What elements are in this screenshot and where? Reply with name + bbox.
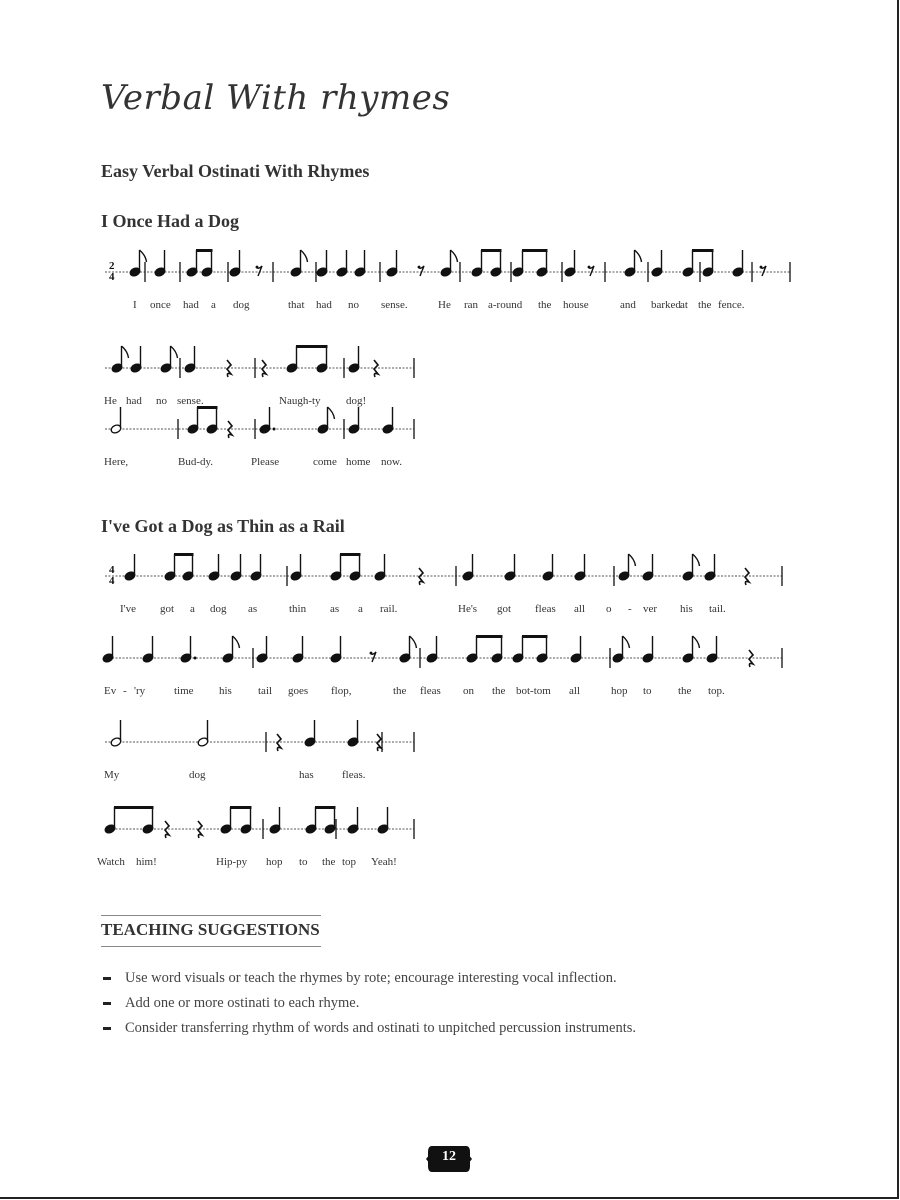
quarter-rest	[374, 360, 378, 377]
lyric-syllable: home	[346, 456, 371, 468]
lyric-syllable: now.	[381, 456, 402, 468]
lyric-syllable: dog	[233, 299, 250, 311]
lyric-syllable: on	[463, 685, 474, 697]
lyric-syllable: -	[628, 603, 632, 615]
lyric-syllable: Please	[251, 456, 280, 468]
lyric-syllable: a	[190, 603, 195, 615]
time-signature-bottom: 4	[109, 271, 115, 283]
lyric-syllable: him!	[136, 856, 157, 868]
lyric-syllable: sense.	[381, 299, 408, 311]
lyric-syllable: the	[322, 856, 336, 868]
beam	[476, 635, 503, 638]
eighth-rest-dot	[588, 266, 591, 269]
lyric-syllable: I've	[120, 603, 137, 615]
beam	[481, 249, 502, 252]
quarter-rest	[165, 821, 169, 838]
lyric-syllable: barked	[651, 299, 681, 311]
beam	[114, 806, 154, 809]
lyric-syllable: 'ry	[134, 685, 146, 697]
lyric-syllable: Bud-dy.	[178, 456, 214, 468]
lyric-syllable: fleas.	[342, 769, 366, 781]
list-item	[101, 966, 636, 991]
quarter-rest	[198, 821, 202, 838]
eighth-note-flag	[693, 636, 700, 648]
lyric-syllable: flop,	[331, 685, 352, 697]
page-title: Verbal With rhymes	[101, 78, 451, 118]
lyric-syllable: Naugh-ty	[279, 395, 321, 407]
eighth-note-flag	[693, 554, 700, 566]
lyric-syllable: o	[606, 603, 612, 615]
beam	[196, 249, 213, 252]
lyric-syllable: and	[620, 299, 636, 311]
lyric-syllable: to	[299, 856, 308, 868]
lyric-syllable: to	[643, 685, 652, 697]
lyric-syllable: ver	[643, 603, 658, 615]
beam	[340, 553, 361, 556]
lyric-syllable: come	[313, 456, 337, 468]
lyric-syllable: thin	[289, 603, 307, 615]
quarter-rest	[377, 734, 381, 751]
beam	[315, 806, 336, 809]
lyric-syllable: goes	[288, 685, 309, 697]
beam	[296, 345, 328, 348]
song-title-rail: I've Got a Dog as Thin as a Rail	[101, 516, 345, 536]
teaching-suggestions-list	[101, 966, 636, 1041]
lyric-syllable: top	[342, 856, 357, 868]
lyric-syllable: Ev	[104, 685, 117, 697]
eighth-rest-dot	[418, 266, 421, 269]
section-subtitle: Easy Verbal Ostinati With Rhymes	[101, 161, 370, 181]
lyric-syllable: had	[183, 299, 199, 311]
lyric-syllable: once	[150, 299, 171, 311]
page-number: 12	[442, 1149, 456, 1164]
lyric-syllable: all	[569, 685, 580, 697]
quarter-rest	[262, 360, 266, 377]
eighth-note-flag	[410, 636, 417, 648]
lyric-syllable: the	[698, 299, 712, 311]
lyric-syllable: got	[497, 603, 512, 615]
lyric-syllable: ran	[464, 299, 479, 311]
lyric-syllable: at	[680, 299, 688, 311]
lyric-syllable: tail	[258, 685, 273, 697]
lyric-syllable: no	[348, 299, 359, 311]
lyric-syllable: Yeah!	[371, 856, 397, 868]
lyric-syllable: Hip-py	[216, 856, 248, 868]
eighth-rest-dot	[760, 266, 763, 269]
augmentation-dot	[273, 428, 276, 431]
quarter-rest	[419, 568, 423, 585]
lyric-syllable: I	[133, 299, 137, 311]
bullet-icon	[103, 977, 111, 980]
eighth-note-flag	[301, 250, 308, 262]
beam	[230, 806, 252, 809]
quarter-rest	[277, 734, 281, 751]
lyric-syllable: dog	[189, 769, 206, 781]
lyric-syllable: Watch	[97, 856, 125, 868]
lyric-syllable: fleas	[535, 603, 556, 615]
lyric-syllable: as	[248, 603, 258, 615]
eighth-note-flag	[122, 346, 129, 358]
lyric-syllable: My	[104, 769, 120, 781]
lyric-syllable: dog!	[346, 395, 367, 407]
lyric-syllable: a-round	[488, 299, 523, 311]
beam	[174, 553, 194, 556]
suggestion-text: Consider transferring rhythm of words and ostinati to unpitched percussion instruments.	[125, 1020, 637, 1036]
lyric-syllable: rail.	[380, 603, 398, 615]
lyric-syllable: had	[316, 299, 332, 311]
beam	[692, 249, 714, 252]
quarter-rest	[749, 650, 753, 667]
lyric-syllable: He	[438, 299, 451, 311]
lyric-syllable: hop	[266, 856, 283, 868]
suggestion-text: Use word visuals or teach the rhymes by rote; encourage interesting vocal inflection.	[125, 970, 617, 986]
time-signature-top: 4	[109, 564, 115, 576]
eighth-rest-dot	[370, 652, 373, 655]
lyric-syllable: a	[211, 299, 216, 311]
song-title-dog: I Once Had a Dog	[101, 211, 240, 231]
lyric-syllable: bot-tom	[516, 685, 551, 697]
lyric-syllable: that	[288, 299, 305, 311]
lyric-syllable: the	[678, 685, 692, 697]
lyric-syllable: the	[538, 299, 552, 311]
eighth-rest-dot	[256, 266, 259, 269]
lyric-syllable: a	[358, 603, 363, 615]
lyric-syllable: the	[492, 685, 506, 697]
lyric-syllable: Here,	[104, 456, 129, 468]
lyric-syllable: fence.	[718, 299, 745, 311]
eighth-note-flag	[171, 346, 178, 358]
quarter-rest	[228, 421, 232, 438]
quarter-rest	[227, 360, 231, 377]
lyric-syllable: his	[219, 685, 232, 697]
eighth-note-flag	[629, 554, 636, 566]
lyric-syllable: sense.	[177, 395, 204, 407]
lyric-syllable: got	[160, 603, 175, 615]
lyric-syllable: tail.	[709, 603, 726, 615]
lyric-syllable: no	[156, 395, 167, 407]
augmentation-dot	[194, 657, 197, 660]
eighth-note-flag	[635, 250, 642, 262]
lyric-syllable: had	[126, 395, 142, 407]
lyric-syllable: He	[104, 395, 117, 407]
lyric-syllable: time	[174, 685, 194, 697]
bullet-icon	[103, 1027, 111, 1030]
lyric-syllable: all	[574, 603, 585, 615]
lyric-syllable: has	[299, 769, 314, 781]
list-item	[101, 991, 636, 1016]
lyric-syllable: house	[563, 299, 589, 311]
eighth-note-flag	[140, 250, 147, 262]
lyric-syllable: top.	[708, 685, 725, 697]
lyric-syllable: hop	[611, 685, 628, 697]
lyric-syllable: dog	[210, 603, 227, 615]
beam	[522, 635, 548, 638]
lyric-syllable: He's	[458, 603, 478, 615]
lyric-syllable: fleas	[420, 685, 441, 697]
lyric-syllable: his	[680, 603, 693, 615]
eighth-note-flag	[328, 407, 335, 419]
suggestion-text: Add one or more ostinati to each rhyme.	[125, 995, 360, 1011]
eighth-note-flag	[451, 250, 458, 262]
beam	[522, 249, 548, 252]
lyric-syllable: -	[123, 685, 127, 697]
lyric-syllable: the	[393, 685, 407, 697]
lyric-syllable: as	[330, 603, 340, 615]
teaching-suggestions-heading: TEACHING SUGGESTIONS	[101, 915, 321, 947]
eighth-note-flag	[623, 636, 630, 648]
bullet-icon	[103, 1002, 111, 1005]
list-item	[101, 1016, 636, 1041]
quarter-rest	[745, 568, 749, 585]
time-signature-bottom: 4	[109, 575, 115, 587]
eighth-note-flag	[233, 636, 240, 648]
time-signature-top: 2	[109, 260, 115, 272]
